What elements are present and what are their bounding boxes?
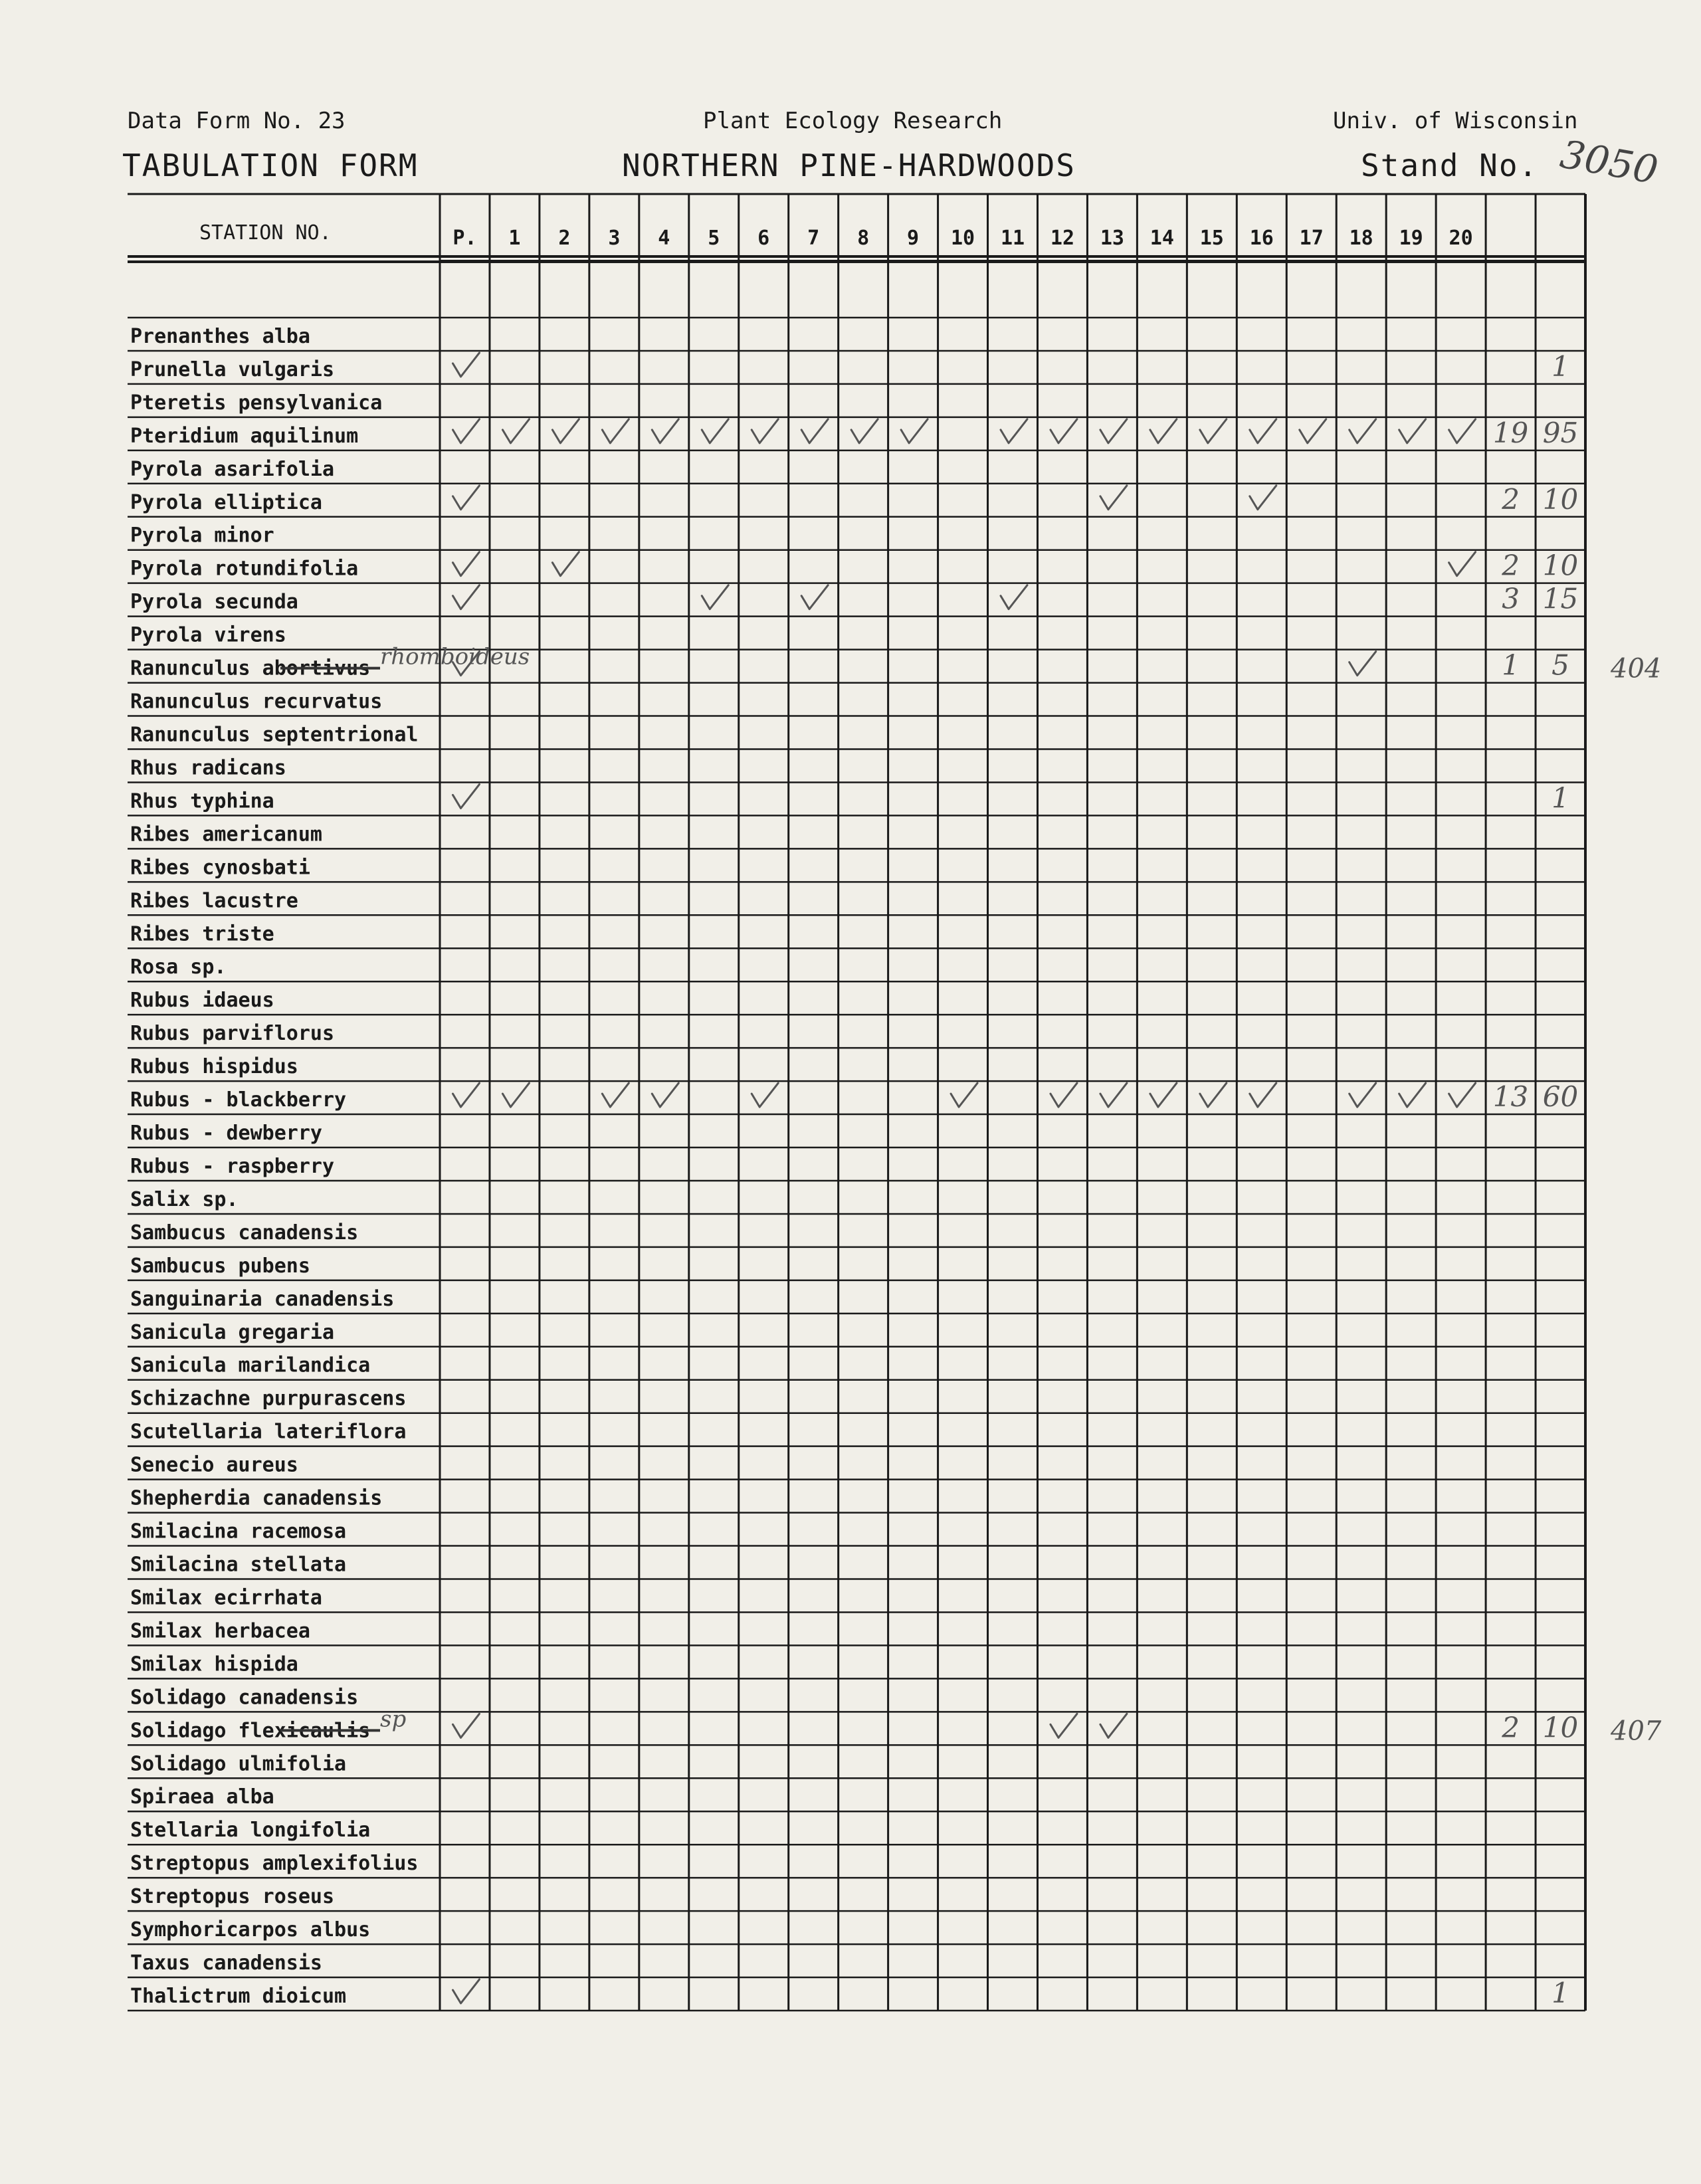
species-name: Solidago canadensis bbox=[130, 1686, 359, 1710]
margin-note: 407 bbox=[1611, 1716, 1662, 1747]
check-mark bbox=[801, 419, 828, 443]
check-mark bbox=[452, 1979, 479, 2003]
species-name: Scutellaria lateriflora bbox=[130, 1420, 407, 1444]
check-mark bbox=[452, 1714, 479, 1737]
species-name: Pyrola elliptica bbox=[130, 490, 322, 514]
margin-note: 404 bbox=[1611, 653, 1662, 684]
station-number-label: STATION NO. bbox=[199, 221, 332, 245]
form-title: TABULATION FORM bbox=[122, 148, 419, 183]
check-mark bbox=[1150, 1083, 1177, 1107]
check-mark bbox=[751, 419, 778, 443]
column-header-12: 12 bbox=[1050, 227, 1075, 250]
research-title: Plant Ecology Research bbox=[703, 108, 1003, 134]
species-name: Solidago ulmifolia bbox=[130, 1752, 347, 1776]
species-name: Rubus - dewberry bbox=[130, 1122, 322, 1145]
row-total: 2 bbox=[1502, 1711, 1520, 1744]
check-mark bbox=[652, 1083, 678, 1107]
column-header-9: 9 bbox=[907, 227, 920, 250]
check-mark bbox=[751, 1083, 778, 1107]
check-mark bbox=[452, 552, 479, 576]
row-frequency: 10 bbox=[1542, 1711, 1579, 1744]
check-mark bbox=[1001, 419, 1027, 443]
species-name: Ribes americanum bbox=[130, 823, 322, 846]
column-header-10: 10 bbox=[950, 227, 975, 250]
check-mark bbox=[452, 1083, 479, 1107]
column-header-18: 18 bbox=[1349, 227, 1373, 250]
species-name: Streptopus amplexifolius bbox=[130, 1852, 419, 1876]
species-name: Pteretis pensylvanica bbox=[130, 391, 383, 415]
check-mark bbox=[851, 419, 878, 443]
species-name: Rhus radicans bbox=[130, 756, 286, 780]
check-mark bbox=[1350, 419, 1376, 443]
check-mark bbox=[502, 419, 529, 443]
species-name: Sanicula gregaria bbox=[130, 1320, 335, 1344]
row-total: 13 bbox=[1492, 1080, 1529, 1114]
column-header-19: 19 bbox=[1399, 227, 1423, 250]
species-name: Ribes triste bbox=[130, 922, 274, 946]
row-total: 3 bbox=[1502, 582, 1520, 615]
handwritten-correction: sp bbox=[380, 1706, 407, 1733]
column-header-7: 7 bbox=[807, 227, 820, 250]
check-mark bbox=[502, 1083, 529, 1107]
species-name: Ribes lacustre bbox=[130, 889, 298, 913]
row-total: 2 bbox=[1502, 482, 1520, 516]
column-header-p: P. bbox=[452, 227, 477, 250]
species-name: Sanicula marilandica bbox=[130, 1353, 371, 1377]
species-name: Smilax herbacea bbox=[130, 1619, 310, 1643]
check-mark bbox=[1250, 486, 1276, 510]
species-name: Stellaria longifolia bbox=[130, 1819, 371, 1842]
column-header-3: 3 bbox=[608, 227, 621, 250]
check-mark bbox=[652, 419, 678, 443]
check-mark bbox=[1250, 1083, 1276, 1107]
check-mark bbox=[951, 1083, 977, 1107]
check-mark bbox=[1100, 419, 1127, 443]
check-mark bbox=[1350, 1083, 1376, 1107]
species-name: Ribes cynosbati bbox=[130, 856, 310, 880]
row-frequency: 5 bbox=[1551, 648, 1569, 682]
species-name: Streptopus roseus bbox=[130, 1885, 335, 1909]
species-name: Pyrola rotundifolia bbox=[130, 557, 359, 581]
check-mark bbox=[602, 1083, 629, 1107]
check-mark bbox=[801, 585, 828, 609]
column-header-6: 6 bbox=[757, 227, 770, 250]
check-mark bbox=[1200, 419, 1227, 443]
check-mark bbox=[1051, 1714, 1077, 1737]
species-name: Smilax hispida bbox=[130, 1652, 298, 1676]
species-name: Senecio aureus bbox=[130, 1453, 298, 1477]
check-mark bbox=[602, 419, 629, 443]
row-frequency: 1 bbox=[1551, 1977, 1569, 2009]
column-header-16: 16 bbox=[1249, 227, 1274, 250]
species-name: Taxus canadensis bbox=[130, 1951, 322, 1975]
species-name: Rubus idaeus bbox=[130, 989, 274, 1013]
check-mark bbox=[1150, 419, 1177, 443]
row-frequency: 10 bbox=[1542, 549, 1579, 582]
check-mark bbox=[452, 353, 479, 377]
check-mark bbox=[1449, 1083, 1476, 1107]
species-name: Spiraea alba bbox=[130, 1785, 274, 1809]
check-mark bbox=[1001, 585, 1027, 609]
check-mark bbox=[1449, 552, 1476, 576]
row-frequency: 60 bbox=[1542, 1080, 1579, 1114]
check-mark bbox=[702, 585, 728, 609]
column-header-4: 4 bbox=[658, 227, 670, 250]
check-mark bbox=[1300, 419, 1326, 443]
species-name: Pyrola secunda bbox=[130, 590, 298, 614]
species-name: Rubus parviflorus bbox=[130, 1022, 335, 1046]
university-name: Univ. of Wisconsin bbox=[1333, 108, 1578, 134]
check-mark bbox=[452, 486, 479, 510]
row-frequency: 95 bbox=[1542, 416, 1579, 449]
check-mark bbox=[1051, 419, 1077, 443]
row-total: 2 bbox=[1502, 549, 1520, 582]
column-header-5: 5 bbox=[708, 227, 720, 250]
species-name: Symphoricarpos albus bbox=[130, 1918, 371, 1942]
species-name: Pyrola virens bbox=[130, 623, 286, 647]
species-name: Smilacina stellata bbox=[130, 1553, 347, 1577]
check-mark bbox=[452, 585, 479, 609]
check-mark bbox=[1399, 1083, 1426, 1107]
column-header-11: 11 bbox=[1000, 227, 1025, 250]
check-mark bbox=[1100, 1083, 1127, 1107]
species-name: Sambucus canadensis bbox=[130, 1221, 359, 1244]
handwritten-correction: rhomboideus bbox=[380, 643, 530, 670]
row-frequency: 15 bbox=[1542, 582, 1579, 615]
species-name: Ranunculus abortivus bbox=[130, 656, 371, 680]
form-number: Data Form No. 23 bbox=[128, 108, 346, 134]
column-header-2: 2 bbox=[558, 227, 571, 250]
species-name: Sambucus pubens bbox=[130, 1254, 310, 1278]
check-mark bbox=[452, 419, 479, 443]
column-header-17: 17 bbox=[1299, 227, 1324, 250]
check-mark bbox=[552, 419, 579, 443]
species-name: Rubus - blackberry bbox=[130, 1088, 347, 1112]
species-name: Solidago flexicaulis bbox=[130, 1719, 371, 1743]
row-frequency: 10 bbox=[1542, 482, 1579, 516]
column-header-14: 14 bbox=[1150, 227, 1174, 250]
column-header-20: 20 bbox=[1449, 227, 1473, 250]
row-total: 1 bbox=[1502, 648, 1520, 682]
check-mark bbox=[901, 419, 928, 443]
species-name: Smilax ecirrhata bbox=[130, 1586, 322, 1610]
check-mark bbox=[1200, 1083, 1227, 1107]
row-total: 19 bbox=[1492, 416, 1529, 449]
check-mark bbox=[1350, 652, 1376, 676]
check-mark bbox=[1100, 486, 1127, 510]
species-name: Shepherdia canadensis bbox=[130, 1486, 383, 1510]
row-frequency: 1 bbox=[1551, 781, 1569, 815]
check-mark bbox=[702, 419, 728, 443]
column-header-1: 1 bbox=[508, 227, 521, 250]
species-name: Ranunculus recurvatus bbox=[130, 690, 383, 714]
species-name: Rubus hispidus bbox=[130, 1055, 298, 1079]
species-name: Thalictrum dioicum bbox=[130, 1985, 347, 2008]
species-name: Rosa sp. bbox=[130, 955, 227, 979]
row-frequency: 1 bbox=[1551, 349, 1569, 383]
species-name: Salix sp. bbox=[130, 1187, 239, 1211]
forest-type-title: NORTHERN PINE-HARDWOODS bbox=[622, 148, 1076, 183]
column-header-15: 15 bbox=[1199, 227, 1224, 250]
species-name: Ranunculus septentrional bbox=[130, 723, 419, 747]
check-mark bbox=[1250, 419, 1276, 443]
column-header-8: 8 bbox=[857, 227, 870, 250]
species-name: Smilacina racemosa bbox=[130, 1520, 347, 1543]
species-name: Schizachne purpurascens bbox=[130, 1387, 407, 1411]
check-mark bbox=[1051, 1083, 1077, 1107]
species-name: Pyrola asarifolia bbox=[130, 457, 335, 481]
check-mark bbox=[1100, 1714, 1127, 1737]
species-name: Rhus typhina bbox=[130, 789, 274, 813]
species-name: Sanguinaria canadensis bbox=[130, 1287, 395, 1311]
species-name: Pyrola minor bbox=[130, 524, 274, 547]
species-name: Prunella vulgaris bbox=[130, 357, 335, 381]
column-header-13: 13 bbox=[1100, 227, 1124, 250]
stand-number-handwritten: 3050 bbox=[1557, 131, 1662, 193]
stand-label: Stand No. bbox=[1361, 148, 1539, 183]
check-mark bbox=[1449, 419, 1476, 443]
check-mark bbox=[552, 552, 579, 576]
species-name: Pteridium aquilinum bbox=[130, 424, 359, 448]
check-mark bbox=[452, 784, 479, 808]
check-mark bbox=[1399, 419, 1426, 443]
species-name: Rubus - raspberry bbox=[130, 1154, 335, 1178]
species-name: Prenanthes alba bbox=[130, 324, 310, 348]
